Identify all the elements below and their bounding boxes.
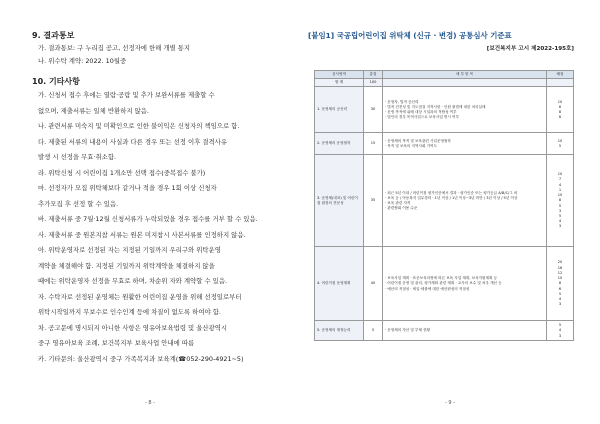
table-cell-items: · 운영자, 법적 공신력 · 법적 건전성 및 지도점검 지적사항 · 인원 불법에 대한 처리실태 · 운영 목적에 위배 대상 시설과의 적합성 여부 · 법인의 경우 목적사업으로 보육사업 명시 여부 xyxy=(383,87,547,133)
table-cell-pts: 35 xyxy=(364,155,383,247)
table-cell-pts: 30 xyxy=(364,87,383,133)
table-row xyxy=(315,247,574,321)
table-cell-area: 5. 운영체의 재정능력 xyxy=(315,321,364,341)
page-number: - 8 - xyxy=(145,400,155,406)
sec10-line: 발생 시 선정을 무효·취소함. xyxy=(38,153,117,161)
sec10-line: 중구 영유아보육 조례, 보건복지부 보육사업 안내에 따름 xyxy=(38,339,195,347)
table-cell-score: 5 4 3 xyxy=(547,321,574,341)
sec10-line: 라. 위탁신청 시 어린이집 1개소만 선택 접수(중복접수 불가) xyxy=(38,168,206,177)
table-cell-area: 2. 운영체의 운영철학 xyxy=(315,133,364,155)
table-row xyxy=(315,87,574,133)
header-area: 심사영역 xyxy=(315,71,364,79)
table-cell-pts: 5 xyxy=(364,321,383,341)
table-cell-items: · 최근 5년 이내 / 어린이집 평가인증에서 결과 · 평가인증 또는 평가등급 A/B/C/그 외 · 보육 등 / 아동복지 업무경력 · 1년 이상 / 1년 이상~3년 미만 / 3년 이상 / 5년 이상 · 보육 관련 자격 · 관련협회 이용 수준 xyxy=(383,155,547,247)
table-cell-pts: 15 xyxy=(364,133,383,155)
header-items: 세 부 항 목 xyxy=(383,71,547,79)
total-label: 합 계 xyxy=(315,79,364,87)
table-cell-items: · 보육사업 계획 · 표준보육과정에 따른 보육 사업 계획, 보육지원계획 등 · 어린이집 운영 및 관리, 평가계획 관련 계획 · 교사의 보수 및 처우 개선 등 · 예산의 적절성 · 세입·세출에 대한 예산편성의 적절성 xyxy=(383,247,547,321)
header-score: 배점 xyxy=(547,71,574,79)
table-cell-area: 4. 어린이집 운영계획 xyxy=(315,247,364,321)
sec10-line: 바. 제출서류 중 7월·12월 신청서류가 누락되었을 경우 접수를 거부 할 수 있음. xyxy=(38,215,258,223)
total-value: 100 xyxy=(364,79,383,87)
table-subtitle: [보건복지부 고시 제2022-195호] xyxy=(486,46,574,52)
sec10-line: 다. 제출된 서류의 내용이 사실과 다른 경우 또는 선정 이후 결격사유 xyxy=(38,137,228,146)
sec10-line: 마. 선정자가 모집 위탁체보다 같거나 적을 경우 1회 이상 신청자 xyxy=(38,184,217,192)
sec10-line: 때에는 위탁운영자 선정을 무효로 하며, 차순위 자와 계약할 수 있음. xyxy=(38,277,228,285)
page-number: - 9 - xyxy=(445,400,455,406)
table-cell-area: 1. 운영체의 공신력 xyxy=(315,87,364,133)
section-10-title: 10. 기타사항 xyxy=(32,77,80,86)
table-row xyxy=(315,321,574,341)
sec10-line: 사. 제출서류 중 원본지참 서류는 원본 미지참시 사본서류를 인정하지 않음. xyxy=(38,230,246,239)
table-cell-score: 10 5 xyxy=(547,133,574,155)
sec9-line: 나. 위수탁 계약: 2022. 10월중 xyxy=(38,57,127,65)
table-title: [붙임1] 국공립어린이집 위탁체 (신규 · 변경) 공통심사 기준표 xyxy=(308,31,512,40)
header-total: 총점 xyxy=(364,71,383,79)
sec10-line: 자. 수탁자로 선정된 운영체는 원활한 어린이집 운영을 위해 선정일로부터 xyxy=(38,292,242,301)
table-cell-score: 10 7 4 1 10 8 5 3 5 4 3 xyxy=(547,155,574,247)
table-cell-items: · 운영체의 자산 및 부채 현황 xyxy=(383,321,547,341)
sec9-line: 가. 결과통보: 구 누리집 공고, 선정자에 한해 개별 통지 xyxy=(38,44,191,52)
sec10-line: 가. 신청서 접수 후에는 열람·공람 및 추가 보완서류를 제출할 수 xyxy=(38,91,215,99)
sec10-line: 나. 관련서류 미숙지 및 미확인으로 인한 불이익은 신청자의 책임으로 함. xyxy=(38,122,240,130)
table-row xyxy=(315,155,574,247)
sec10-line: 추가모집 후 선정 할 수 있음. xyxy=(38,199,119,208)
table-cell-score: 20 16 12 10 8 6 5 4 3 xyxy=(547,247,574,321)
table-cell-area: 3. 운영체(대표) 및 어린이집 원장의 전문성 xyxy=(315,155,364,247)
section-9-title: 9. 결과통보 xyxy=(32,31,75,40)
sec10-line: 없으며, 제출서류는 일체 반환하지 않음. xyxy=(38,106,149,115)
table-cell-score: 10 6 8 6 xyxy=(547,87,574,133)
sec10-line: 카. 기타문의: 울산광역시 중구 가족복지과 보육계(☎052-290-4921~5) xyxy=(38,354,244,363)
table-cell-items: · 운영체의 목적 및 보육관련 사업운영철학 · 목적 및 보육의 지역사회 기여도 xyxy=(383,133,547,155)
sec10-line: 차. 공고문에 명시되지 아니한 사항은 영유아보육법령 및 울산광역시 xyxy=(38,323,228,332)
table-row xyxy=(315,133,574,155)
sec10-line: 아. 위탁운영자로 선정된 자는 지정된 기일까지 우리구와 위탁운영 xyxy=(38,246,221,254)
sec10-line: 계약을 체결해야 함. 지정된 기일까지 위탁계약을 체결하지 않을 xyxy=(38,261,215,270)
table-cell-pts: 40 xyxy=(364,247,383,321)
criteria-table xyxy=(314,70,574,341)
sec10-line: 위탁시작일까지 무보수로 인수인계 등에 차질이 없도록 하여야 함. xyxy=(38,308,221,316)
